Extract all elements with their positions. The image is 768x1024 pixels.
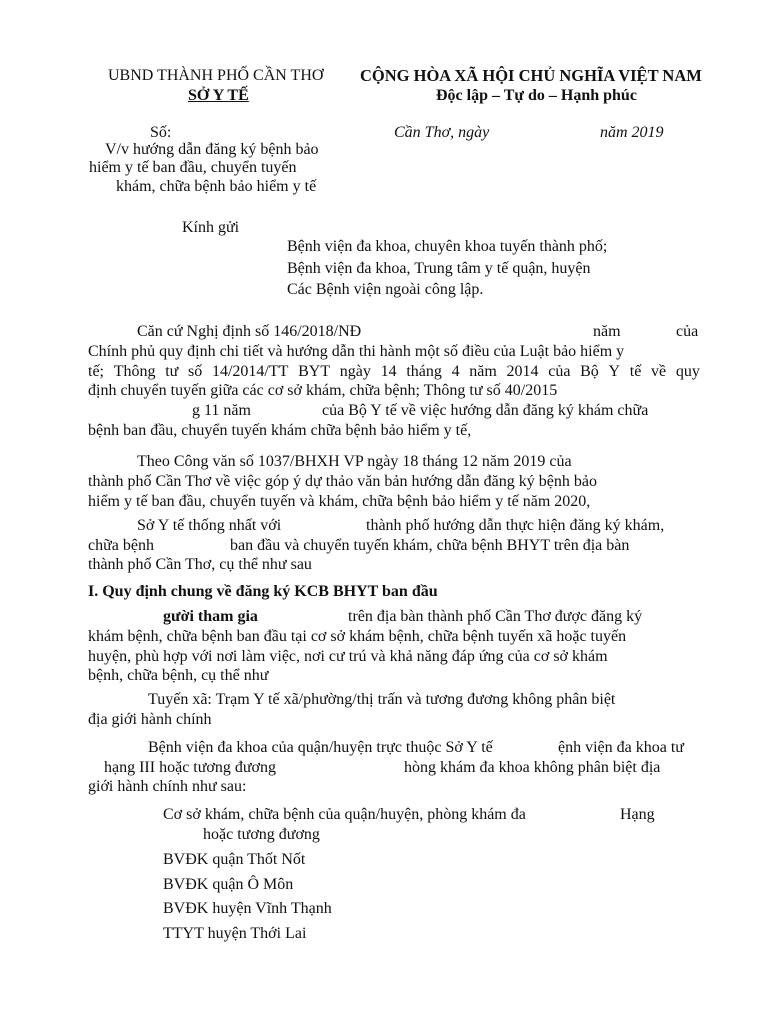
paragraph-line: huyện, phù hợp với nơi làm việc, nơi cư trú và khả năng đáp ứng của cơ sở khám: [88, 648, 608, 665]
paragraph-line: khám bệnh, chữa bệnh ban đầu tại cơ sở khám bệnh, chữa bệnh tuyến xã hoặc tuyến: [88, 628, 627, 645]
word: số: [188, 363, 203, 380]
paragraph-line: g 11 năm: [192, 402, 251, 419]
paragraph-line: gười tham gia: [163, 608, 258, 625]
paragraph-line: ban đầu và chuyển tuyến khám, chữa bệnh BHYT trên địa bàn: [230, 537, 630, 554]
subject-line: khám, chữa bệnh bảo hiểm y tế: [116, 178, 317, 195]
word: về: [651, 363, 667, 380]
word: tế;: [88, 363, 104, 380]
national-motto: Độc lập – Tự do – Hạnh phúc: [436, 87, 637, 104]
word: 4: [451, 363, 460, 380]
paragraph-line: Sở Y tế thống nhất với: [137, 517, 282, 534]
paragraph-line: Theo Công văn số 1037/BHXH VP ngày 18 tháng 12 năm 2019 của: [137, 453, 572, 470]
paragraph-line: hiểm y tế ban đầu, chuyển tuyến và khám, chữa bệnh bảo hiểm y tế năm 2020,: [88, 493, 591, 510]
national-title: CỘNG HÒA XÃ HỘI CHỦ NGHĨA VIỆT NAM: [360, 66, 702, 85]
table-row: BVĐK quận Ô Môn: [163, 876, 294, 893]
recipient-item: Các Bệnh viện ngoài công lập.: [287, 281, 484, 298]
paragraph-line: Tuyến xã: Trạm Y tế xã/phường/thị trấn và tương đương không phân biệt: [148, 691, 616, 708]
table-header-facility: Cơ sở khám, chữa bệnh của quận/huyện, phòng khám đa: [163, 806, 526, 823]
word: của: [548, 363, 571, 380]
paragraph-line: của Bộ Y tế về việc hướng dẫn đăng ký khám chữa: [322, 402, 649, 419]
word: tế: [629, 363, 642, 380]
word: ngày: [339, 363, 371, 380]
paragraph-line: của: [676, 323, 699, 340]
subject-line: V/v hướng dẫn đăng ký bệnh bảo: [105, 141, 319, 158]
paragraph-line: Bệnh viện đa khoa của quận/huyện trực thuộc Sở Y tế: [148, 739, 493, 756]
word: 2014: [506, 363, 539, 380]
paragraph-line: địa giới hành chính: [88, 711, 212, 728]
paragraph-line: [88, 362, 700, 382]
paragraph-line: Chính phủ quy định chi tiết và hướng dẫn thi hành một số điều của Luật bảo hiểm y: [88, 343, 625, 360]
paragraph-line: định chuyển tuyến giữa các cơ sở khám, chữa bệnh; Thông tư số 40/2015: [88, 382, 558, 399]
word: Bộ: [580, 363, 599, 380]
paragraph-line: Căn cứ Nghị định số 146/2018/NĐ: [137, 323, 362, 340]
paragraph-line: hòng khám đa khoa không phân biệt địa: [404, 759, 661, 776]
table-header-facility: hoặc tương đương: [203, 826, 320, 843]
paragraph-line: bệnh ban đầu, chuyển tuyến khám chữa bệnh bảo hiểm y tế,: [88, 422, 472, 439]
paragraph-line: năm: [593, 323, 621, 340]
word: năm: [469, 363, 497, 380]
paragraph-line: bệnh, chữa bệnh, cụ thể như: [88, 667, 269, 684]
paragraph-line: ệnh viện đa khoa tư: [558, 739, 684, 756]
recipients-label: Kính gửi: [182, 219, 240, 236]
word: Y: [608, 363, 621, 380]
table-row: TTYT huyện Thới Lai: [163, 925, 307, 942]
word: tháng: [406, 363, 442, 380]
doc-number-label: Số:: [150, 124, 172, 141]
paragraph-line: thành phố hướng dẫn thực hiện đăng ký khám,: [366, 517, 665, 534]
table-header-rank: Hạng: [620, 806, 655, 823]
recipient-item: Bệnh viện đa khoa, chuyên khoa tuyến thành phố;: [287, 238, 608, 255]
table-row: BVĐK huyện Vĩnh Thạnh: [163, 900, 332, 917]
word: tư: [165, 363, 179, 380]
paragraph-line: trên địa bàn thành phố Cần Thơ được đăng ký: [348, 608, 643, 625]
place-date: Cần Thơ, ngày: [394, 124, 490, 141]
word: quy: [675, 363, 700, 380]
doc-year: năm 2019: [600, 124, 664, 141]
paragraph-line: hạng III hoặc tương đương: [104, 759, 276, 776]
paragraph-line: giới hành chính như sau:: [88, 778, 247, 795]
paragraph-line: thành phố Cần Thơ, cụ thể như sau: [88, 556, 312, 573]
word: 14: [380, 363, 397, 380]
word: Thông: [113, 363, 156, 380]
word: 14/2014/TT: [211, 363, 289, 380]
table-row: BVĐK quận Thốt Nốt: [163, 851, 306, 868]
section-heading: I. Quy định chung về đăng ký KCB BHYT ban đầu: [88, 583, 438, 600]
org-department: SỞ Y TẾ: [188, 87, 249, 104]
subject-line: hiểm y tế ban đầu, chuyển tuyến: [89, 159, 297, 176]
recipient-item: Bệnh viện đa khoa, Trung tâm y tế quận, huyện: [287, 260, 591, 277]
word: BYT: [298, 363, 331, 380]
paragraph-line: chữa bệnh: [88, 537, 154, 554]
paragraph-line: thành phố Cần Thơ về việc góp ý dự thảo văn bản hướng dẫn đăng ký bệnh bảo: [88, 473, 597, 490]
org-name: UBND THÀNH PHỐ CẦN THƠ: [108, 67, 324, 84]
